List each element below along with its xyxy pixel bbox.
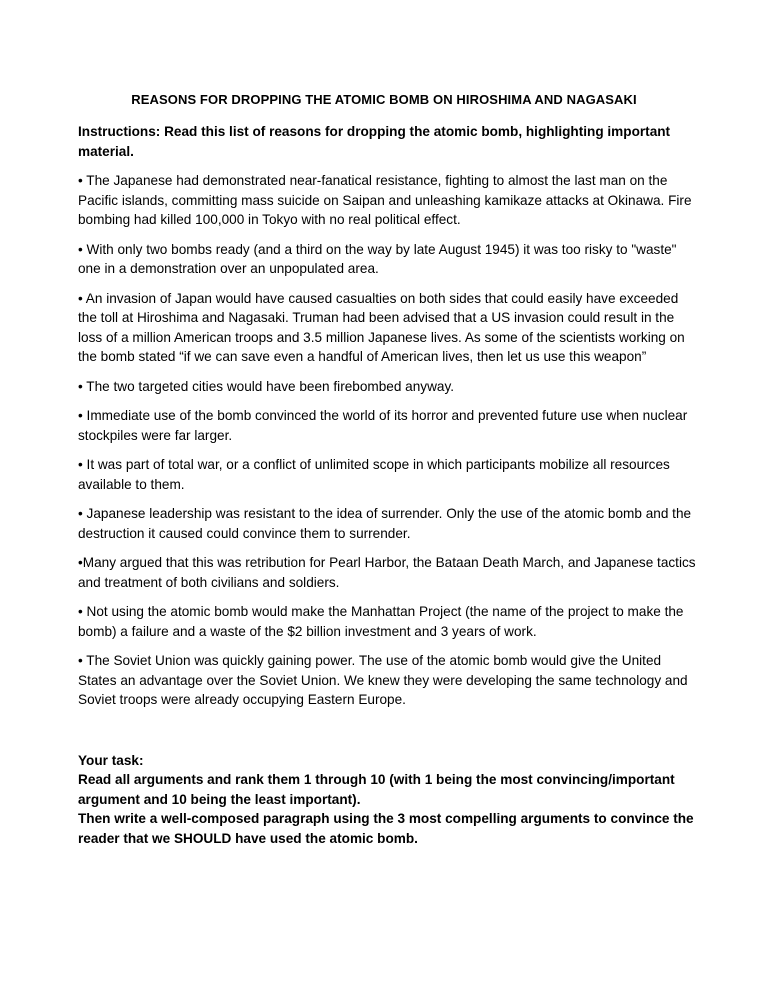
reason-item: • Not using the atomic bomb would make the Manhattan Project (the name of the project to make the bomb) a failure and a waste of the $2 billion investment and 3 years of work. <box>78 604 684 639</box>
task-line-paragraph: Then write a well-composed paragraph using the 3 most compelling arguments to convince the reader that we SHOULD have used the atomic bomb. <box>78 811 694 846</box>
task-heading: Your task: <box>78 752 144 768</box>
reason-item: • It was part of total war, or a conflict of unlimited scope in which participants mobilize all resources available to them. <box>78 457 670 492</box>
task-line-rank: Read all arguments and rank them 1 through 10 (with 1 being the most convincing/important argument and 10 being the least important). <box>78 772 675 807</box>
reason-item: • The Soviet Union was quickly gaining power. The use of the atomic bomb would give the United States an advantage over the Soviet Union. We knew they were developing the same technology and Soviet troops were already occupying Eastern Europe. <box>78 653 688 707</box>
reason-item: • The Japanese had demonstrated near-fanatical resistance, fighting to almost the last man on the Pacific islands, committing mass suicide on Saipan and unleashing kamikaze attacks at Okinawa. Fire bombing had killed 100,000 in Tokyo with no real political effect. <box>78 173 692 227</box>
reason-item: • The two targeted cities would have been firebombed anyway. <box>78 378 455 394</box>
reason-item: • An invasion of Japan would have caused casualties on both sides that could easily have exceeded the toll at Hiroshima and Nagasaki. Truman had been advised that a US invasion could result in the loss of a million American troops and 3.5 million Japanese lives. As some of the scientists working on the bomb stated “if we can save even a handful of American lives, then let us use this weapon” <box>78 290 685 364</box>
reason-item: • Immediate use of the bomb convinced the world of its horror and prevented future use when nuclear stockpiles were far larger. <box>78 408 688 443</box>
task-section <box>78 751 700 849</box>
document-title: REASONS FOR DROPPING THE ATOMIC BOMB ON HIROSHIMA AND NAGASAKI <box>131 92 637 107</box>
instructions-text: Instructions: Read this list of reasons for dropping the atomic bomb, highlighting important material. <box>78 124 671 159</box>
reason-item: • Japanese leadership was resistant to the idea of surrender. Only the use of the atomic bomb and the destruction it caused could convince them to surrender. <box>78 506 692 541</box>
reason-item: •Many argued that this was retribution for Pearl Harbor, the Bataan Death March, and Japanese tactics and treatment of both civilians and soldiers. <box>78 555 696 590</box>
document-body <box>78 122 700 848</box>
reason-item: • With only two bombs ready (and a third on the way by late August 1945) it was too risky to "waste" one in a demonstration over an unpopulated area. <box>78 241 677 276</box>
